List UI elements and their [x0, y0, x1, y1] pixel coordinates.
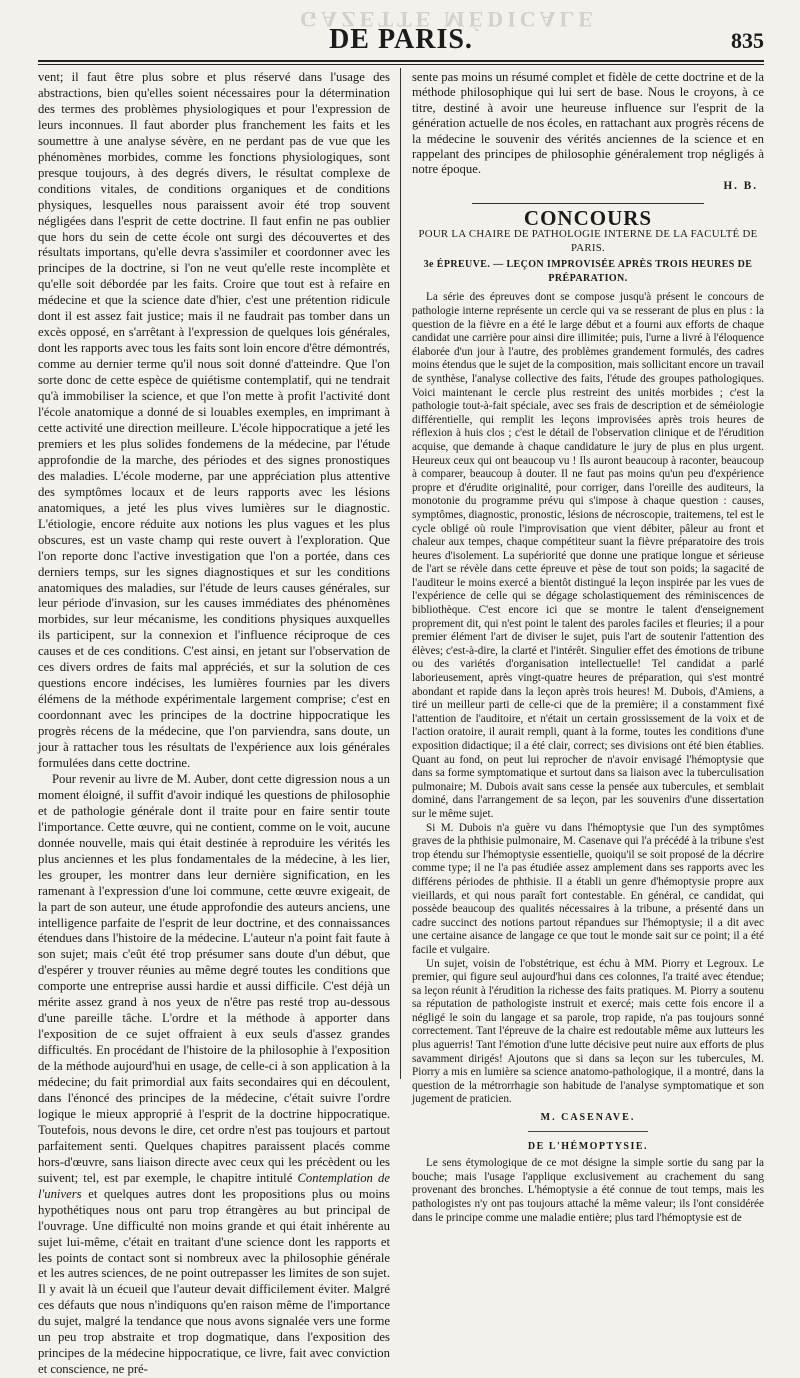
reverse-bleed-text: GAZETTE MÉDICALE: [300, 7, 597, 32]
masthead: [38, 14, 764, 60]
page-number: 835: [731, 28, 764, 53]
section-heading: 3e ÉPREUVE. — LEÇON IMPROVISÉE APRÈS TROIS HEURES DE PRÉPARATION.: [423, 259, 753, 284]
left-paragraph-2-text: Pour revenir au livre de M. Auber, dont cette digression nous a un moment éloigné, il suffit d'avoir indiqué les questions de philosophie et de pathologie générale dont il traite pour en faire sentir toute l'importance. Cette œuvre, qui ne contient, comme on le voit, aucune donnée nouvelle, mais qui était destinée à reproduire les vérités les plus anciennes et les plus fondamentales de la médecine, à les lier, les grouper, les montrer dans leur dernière signification, en les ramenant à l'expression d'une loi commune, cette œuvre exigeait, de la part de son auteur, une étude approfondie des auteurs anciens, une intelligence parfaite de l'esprit de leur doctrine, et des connaissances étendues dans l'histoire de la médecine. L'auteur n'a point fait faute à son sujet; mais c'eût été trop présumer sans doute d'un début, que d'espérer y trouver réunies au même degré toutes les conditions que comporte une entreprise aussi hardie et aussi difficile. C'est déjà un mérite assez grand à nos yeux de n'être pas resté trop au-dessous d'une pareille tâche. L'ordre et la méthode à apporter dans l'exposition de ce sujet offraient à eux seuls d'assez grandes difficultés. En procédant de l'histoire de la philosophie à l'exposition de la méthode aujourd'hui en usage, de celle-ci à son application à la médecine; du fait primordial aux faits secondaires qui en découlent, dans l'énoncé des principes de la médecine, c'était suivre l'ordre logique le mieux approprié à l'esprit de la doctrine hippocratique. Toutefois, nous devons le dire, cet ordre n'est pas toujours et partout parfaitement senti. Quelques chapitres paraissent placés comme hors-d'œuvre, sans liaison directe avec ceux qui les précèdent ou les suivent; tel, est par exemple, le chapitre intitulé: [38, 771, 390, 1185]
right-column: [412, 70, 765, 1224]
section-subtitle: POUR LA CHAIRE DE PATHOLOGIE INTERNE DE LA FACULTÉ DE PARIS.: [418, 228, 758, 254]
left-column: [38, 70, 390, 1377]
right-paragraph-2: Si M. Dubois n'a guère vu dans l'hémoptysie que l'un des symptômes graves de la phthisie pulmonaire, M. Casenave qui l'a précédé à la tribune s'est trop étendu sur l'hémoptysie essentielle, quoiqu'il se soit proposé de la décrire comme type; il ne l'a pas étudiée assez amplement dans ses rapports avec les différens périodes de phthisie. Il a établi un genre d'hémoptysie propre aux vieillards, et qui nous paraît fort contestable. En général, ce candidat, qui possède beaucoup des qualités nécessaires à la tribune, a présenté dans un cadre succinct des notions partout répandues sur l'hémoptysie; il a dit avec une certaine aisance de langage ce que tout le monde sait sur ce point; il a été facile et vulgaire.: [412, 821, 764, 956]
masthead-rule: [38, 60, 764, 65]
right-final-paragraph: Le sens étymologique de ce mot désigne la simple sortie du sang par la bouche; mais l'usage l'applique exclusivement au crachement du sang provenant des bronches. L'hémoptysie a été connue de tout temps, mais les pathologistes n'y ont pas toujours attaché la même valeur; ils l'ont considérée dans le principe comme une maladie entière; plus tard l'hémoptysie est de: [412, 1157, 764, 1224]
right-lead-paragraph: sente pas moins un résumé complet et fidèle de cette doctrine et de la méthode philosophique qui lui sert de base. Nous le croyons, à ce titre, destiné à avoir une heureuse influence sur l'esprit de la génération actuelle de nos écoles, en rattachant aux progrès récens de la médecine le souvenir des vérités anciennes de la science et en rappelant des principes de philosophie généralement trop négligés à notre époque.: [412, 70, 764, 177]
book-chapter-title: Contemplation de l'univers: [38, 1170, 390, 1201]
sub-heading: DE L'HÉMOPTYSIE.: [527, 1140, 649, 1152]
left-paragraph-1: vent; il faut être plus sobre et plus réservé dans l'usage des abstractions, bien qu'elles soient nécessaires pour la détermination des termes des problèmes physiologiques et pour l'expression de leurs inconnues. Il faut aborder plus franchement les faits et les soumettre à une analyse sévère, en ne perdant pas de vue que les phénomènes morbides, comme les fonctions physiologiques, sont presque toujours, à des degrés divers, le résultat complexe de conditions vitales, de conditions organiques et de conditions physiques, lesquelles nous paraissent avoir été trop souvent négligées dans l'esprit de cette doctrine. Il faut enfin ne pas oublier que hors du sein de cette école ont surgi des découvertes et des résultats importans, qu'elle devra s'assimiler et coordonner avec les principes de la doctrine, si l'on ne veut qu'elle reste incomplète et qu'elle soit débordée par les faits. Croire que tout est à refaire en médecine et que la science date d'hier, c'est une prétention ridicule dont il est assez fait justice; mais il ne faudrait pas tomber dans un excès opposé, en s'arrêtant à l'expression de quelques lois générales, dont les rapports avec tous les faits sont loin encore d'être démontrés, comme au dernier terme qu'il nous soit donné d'atteindre. Que l'on sorte donc de cette espèce de quiétisme contemplatif, qui ne tendrait qu'à immobiliser la science, et que l'on mette à profit l'activité dont l'école anatomique a donné de si louables exemples, en imprimant à cette activité une direction meilleure. L'école hippocratique a jeté les premiers et les plus solides fondemens de la médecine, par l'étude approfondie de la marche, des périodes et des signes pronostiques des maladies. L'école moderne, par une appréciation plus attentive des symptômes locaux et de leurs rapports avec les lésions anatomiques, a jeté les plus vives lumières sur le diagnostic. L'étiologie, encore réduite aux notions les plus vagues et les plus obscures, est un vaste champ qui reste ouvert à l'exploration. Que l'on reporte donc l'active investigation que l'on a portée, dans ces derniers temps, sur les signes diagnostiques et sur les conditions anatomiques des maladies, sur l'étude de leurs causes générales, sur leur période d'invasion, sur les causes immédiates des phénomènes morbides, sur leur mécanisme, les conditions physiques auxquelles ils participent, sur la connexion et l'influence réciproque de ces causes et de ces conditions. C'est ainsi, en jetant sur l'observation de ces divers ordres de faits mal appréciés, et sur la solution de ces questions encore indécises, les lumières fournies par les divers élémens de la méthode expérimentale largement comprise; c'est en coordonnant avec les principes de la doctrine hippocratique les progrès récens de la médecine, que l'on parviendra, sans doute, un jour à rattacher tous les résultats de l'expérience aux lois générales formulées dans cette doctrine.: [38, 70, 390, 770]
signature: H. B.: [723, 179, 758, 192]
section-separator: [472, 203, 704, 204]
author-rule: [528, 1131, 648, 1132]
paper-name: DE PARIS.: [329, 24, 473, 55]
section-title: CONCOURS: [523, 206, 653, 231]
author-name: M. CASENAVE.: [540, 1112, 636, 1124]
column-divider: [400, 68, 401, 1079]
right-paragraph-1: La série des épreuves dont se compose jusqu'à présent le concours de pathologie interne représente un cercle qui va se resserant de plus en plus : la question de la fièvre en a été le large début et a fourni aux efforts de chaque candidat une carrière pour ainsi dire illimitée; puis, l'urne a livré à l'éloquence élaborée d'un jour à l'autre, des problèmes grandement formulés, des cadres moins étendus que le sujet de la composition, mais sollicitant encore un travail de synthèse, l'analyse collective des faits, l'étude des groupes pathologiques. Voici maintenant le cercle plus restreint des unités morbides ; c'est la pathologie tout-à-fait spéciale, avec ses frais de description et de séméiologie différentielle, qui remplit les leçons improvisées après trois heures de réflexion à huis clos ; c'est le détail de l'observation clinique et de l'érudition acquise, que demande à chaque candidature le jury de plus en plus urgent. Heureux ceux qui ont beaucoup vu ! Ils auront beaucoup à raconter, beaucoup à comparer, beaucoup à douter. Il ne faut pas moins qu'un peu d'expérience propre et d'érudite originalité, pour corriger, dans l'oreille des auditeurs, la monotonie du programme prévu qui s'impose à chaque question : causes, symptômes, diagnostic, pronostic, lésions de nécroscopie, traitemens, tel est le cycle obligé où roule l'improvisation que vient débiter, pâleur au front et chaleur aux tempes, chaque compétiteur suant la fièvre préparatoire des trois heures d'isolement. La supériorité que donne une pratique longue et sérieuse de l'art se révèle dans cette épreuve et pèse de tout son poids; la sagacité de l'auditeur le moins exercé a bientôt distingué la leçon inspirée par les vues de l'expérience de celle qui se dégage scholastiquement des réminiscences de bibliothèque. C'est encore ici que se montre le talent d'enseignement proprement dit, qui n'est point le talent des paroles faciles et fleuries; il a pour premier élément l'art de diviser le sujet, puis l'art de soutenir l'attention des élèves; c'est-à-dire, la clarté et l'intérêt. Singulier effet des émotions de tribune ou des variétés d'organisation intellectuelle! Tel candidat a parlé laborieusement, après vingt-quatre heures de préparation, qui s'est montré abondant et rapide dans la leçon après trois heures! M. Dubois, d'Amiens, a tiré un meilleur parti de celle-ci que de la première; il a constamment fixé l'attention de l'auditoire, et n'était un certain grossissement de la voix et de l'action oratoire, il aurait rempli, quant à la forme, toutes les conditions d'une exposition didactique; il a été clair, correct; ses divisions ont été bien établies. Quant au fond, on peut lui reprocher de n'avoir envisagé l'hémoptysie que dans sa forme symptomatique et surtout dans sa liaison avec la tuberculisation pulmonaire; M. Dubois avait sans cesse la pensée aux tubercules, et semblait dominé, dans l'arrangement de sa leçon, par les souvenirs d'une dissertation sur le même sujet.: [412, 291, 765, 820]
left-paragraph-2-cont: et quelques autres dont les propositions plus ou moins hypothétiques nous ont paru trop étrangères au but principal de l'ouvrage. Une difficulté non moins grande et qui était inhérente au sujet lui-même, c'était en traitant d'une science dont les rapports et les points de contact sont si nombreux avec la philosophie générale et les autres sciences, de ne point outrepasser les limites de son sujet. Il y avait là un écueil que l'auteur devait difficilement éviter. Malgré ces défauts que nous n'indiquons qu'en raison même de l'importance du sujet, malgré la tendance que nous avons signalée vers une forme un peu trop abstraite et trop dogmatique, dans l'exposition des principes de la médecine hippocratique, ce livre, fait avec conviction et conscience, ne pré-: [38, 1186, 390, 1377]
left-paragraph-2: [38, 772, 390, 1378]
right-paragraph-3: Un sujet, voisin de l'obstétrique, est échu à MM. Piorry et Legroux. Le premier, qui figure seul aujourd'hui dans ces colonnes, l'a traité avec étendue; sa leçon réunit à l'érudition la richesse des faits pratiques. M. Piorry a soutenu sa réputation de pathologiste instruit et exercé; mais cette fois encore il a négligé le soin du langage et sa parole, trop rapide, n'a pas toujours sonné correctement. Tant l'épreuve de la chaire est redoutable même aux lutteurs les plus aguerris! Tant l'émotion d'une lutte décisive peut nuire aux efforts de plus savamment dirigés! Ajoutons que si dans sa leçon sur les tubercules, M. Piorry a mis en lumière sa science anatomo-pathologique, il a montré, dans la question de la métrorrhagie son habitude de l'analyse symptomatique et son jugement de praticien.: [412, 957, 764, 1106]
